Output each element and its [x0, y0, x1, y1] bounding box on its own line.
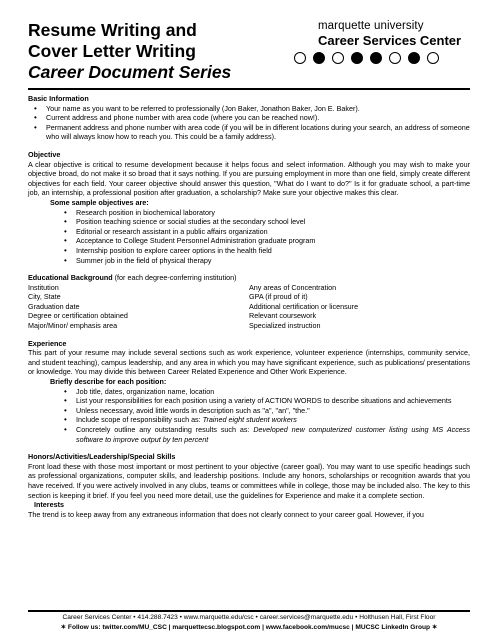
series-subtitle: Career Document Series: [28, 62, 232, 82]
list-item: • Summer job in the field of physical therapy: [76, 256, 470, 266]
education-heading-note: (for each degree-conferring institution): [112, 273, 237, 283]
honors-heading: Honors/Activities/Leadership/Special Skills: [28, 452, 176, 462]
footer-social-line: ✶ Follow us: twitter.com/MU_CSC | marquettecsc.blogspot.com | www.facebook.com/mucsc | MUCSC LinkedIn Group ✶: [60, 623, 438, 631]
education-item: Specialized instruction: [249, 321, 321, 331]
education-item: Degree or certification obtained: [28, 311, 128, 321]
objective-text: A clear objective is critical to resume development because it helps focus and select information. Although you may wish to make your objective broad, do not make it so broad that it says nothing. If you are pursuing employment in more than one field, simply create different objectives for each field. Your career objective should answer this question, "What do I want to do?" Is it for graduate school, a part-time job, an internship, a professional position after graduation, a scholarship? Make sure your objective makes this clear.: [28, 159, 470, 198]
experience-list: [50, 387, 470, 445]
sample-objectives-heading: Some sample objectives are:: [50, 197, 149, 207]
education-right-column: [249, 283, 470, 331]
logo-center-name: Career Services Center: [318, 33, 462, 48]
title-line-2: Cover Letter Writing: [28, 41, 196, 61]
education-columns: [28, 283, 470, 331]
footer-divider: [28, 610, 470, 612]
footer: [28, 613, 470, 632]
sample-objectives: [28, 198, 470, 265]
logo-dot-icon: [332, 52, 344, 64]
logo-dot-icon: [389, 52, 401, 64]
interests-heading: Interests: [34, 500, 64, 510]
list-item: • Unless necessary, avoid little words in description such as "a", "an", "the.": [76, 406, 470, 416]
education-heading-label: Educational Background: [28, 273, 113, 283]
logo-dots: [292, 52, 477, 64]
honors-text: Front load these with those most important or most pertinent to your objective (career goal). You may want to use specific headings such as professional organizations, computer skills, and leadership positions. Include any honors, scholarships or recognition awards that you have received. If you were actively involved in any clubs, teams or committees while in college, those may be included also. The key to this section is keeping it brief. If you feel you need more detail, use the guidelines for Experience and make it a complete section.: [28, 461, 470, 500]
list-item: • Current address and phone number with area code (where you can be reached now!).: [46, 113, 470, 123]
education-item: Institution: [28, 282, 59, 292]
marquette-career-services-logo: [292, 20, 477, 64]
document-title-block: [28, 20, 231, 83]
list-item: • Job title, dates, organization name, location: [76, 387, 470, 397]
education-item: Graduation date: [28, 301, 80, 311]
list-item: • Include scope of responsibility such as: Trained eight student workers: [76, 415, 470, 425]
footer-contact-line: Career Services Center • 414.288.7423 • www.marquette.edu/csc • career.services@marquette.edu • Holthusen Hall, First Floor: [62, 614, 436, 621]
logo-dot-icon: [294, 52, 306, 64]
list-item: • Research position in biochemical laboratory: [76, 208, 470, 218]
logo-dot-icon: [351, 52, 363, 64]
logo-dot-icon: [408, 52, 420, 64]
list-item: • Editorial or research assistant in a public affairs organization: [76, 227, 470, 237]
header-divider: [28, 88, 470, 90]
sample-objectives-list: [50, 208, 470, 266]
education-heading: [28, 273, 470, 283]
experience-text: This part of your resume may include several sections such as work experience, volunteer experience (internships, community service, and student teaching), campus leadership, and any area in which you may have significant experience, such as publications/ presentations or knowledge. You may divide this between Career Related Experience and Other Work Experience.: [28, 348, 470, 377]
education-item: Any areas of Concentration: [249, 282, 337, 292]
list-item: • Concretely outline any outstanding results such as: Developed new computerized customer listing using MS Access software to improve output by ten percent: [76, 425, 470, 444]
list-item: • List your responsibilities for each position using a variety of ACTION WORDS to describe situations and achievements: [76, 396, 470, 406]
experience-guidelines: [28, 377, 470, 444]
logo-dot-icon: [313, 52, 325, 64]
education-item: Relevant coursework: [249, 311, 317, 321]
experience-heading: Experience: [28, 338, 67, 348]
interests-text: The trend is to keep away from any extraneous information that does not clearly connect to your career goal. However, if you: [28, 509, 424, 519]
list-item: • Internship position to explore career options in the health field: [76, 246, 470, 256]
education-item: GPA (if proud of it): [249, 292, 308, 302]
education-item: Major/Minor/ emphasis area: [28, 321, 118, 331]
list-item: • Position teaching science or social studies at the secondary school level: [76, 217, 470, 227]
logo-dot-icon: [370, 52, 382, 64]
document-body: [28, 94, 470, 519]
basic-info-list: [28, 104, 470, 142]
education-item: City, State: [28, 292, 61, 302]
basic-info-heading: Basic Information: [28, 94, 89, 103]
experience-list-heading: Briefly describe for each position:: [50, 377, 167, 387]
objective-heading: Objective: [28, 149, 61, 159]
logo-university-name: marquette university: [318, 20, 424, 32]
education-item: Additional certification or licensure: [249, 301, 359, 311]
list-item: • Acceptance to College Student Personnel Administration graduate program: [76, 236, 470, 246]
list-item: • Permanent address and phone number with area code (if you will be in different locations during your search, an address of someone who will always know how to reach you. This could be a family address).: [46, 123, 470, 142]
list-item: • Your name as you want to be referred to professionally (Jon Baker, Jonathon Baker, Jon E. Baker).: [46, 104, 470, 114]
title-line-1: Resume Writing and: [28, 20, 197, 40]
education-left-column: [28, 283, 249, 331]
logo-dot-icon: [427, 52, 439, 64]
